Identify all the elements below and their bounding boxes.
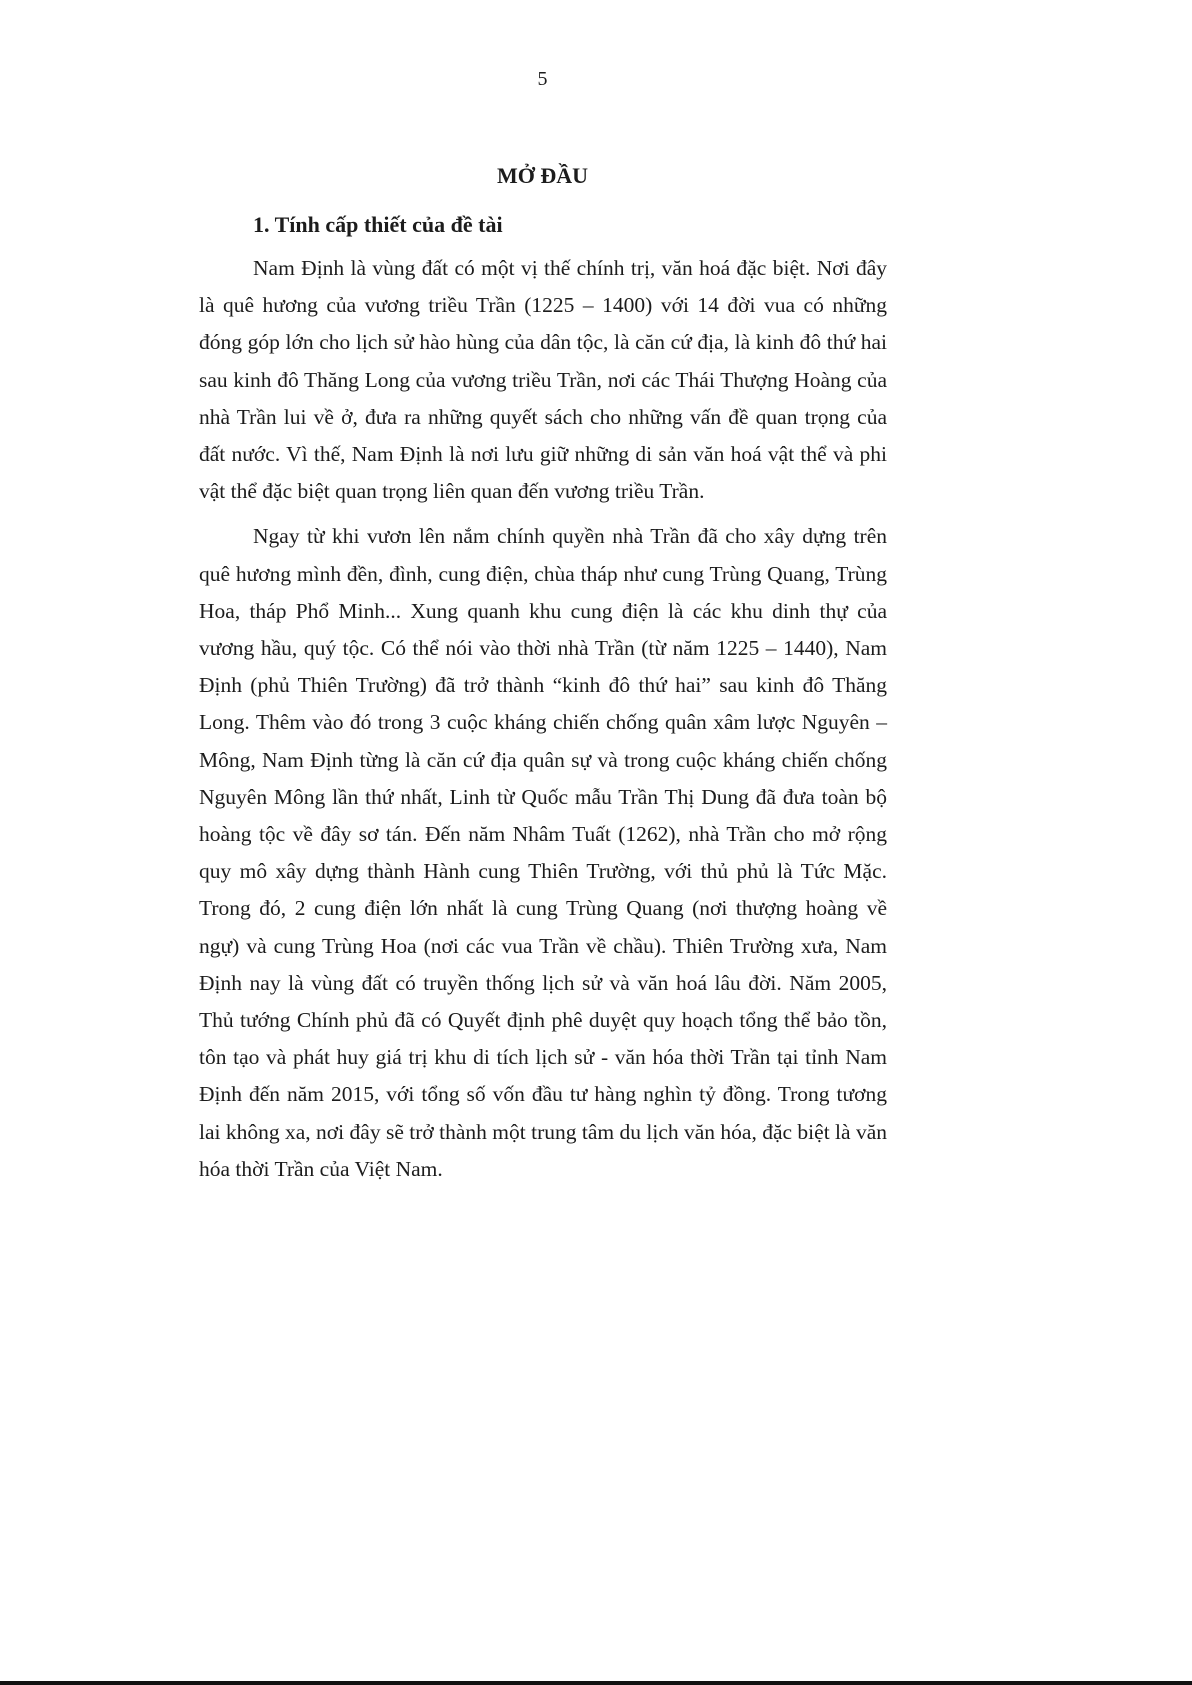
body-text [199,250,887,1188]
page-number: 5 [537,68,548,90]
paragraph-1: Nam Định là vùng đất có một vị thế chính trị, văn hoá đặc biệt. Nơi đây là quê hương của vương triều Trần (1225 – 1400) với 14 đời vua có những đóng góp lớn cho lịch sử hào hùng của dân tộc, là căn cứ địa, là kinh đô thứ hai sau kinh đô Thăng Long của vương triều Trần, nơi các Thái Thượng Hoàng của nhà Trần lui về ở, đưa ra những quyết sách cho những vấn đề quan trọng của đất nước. Vì thế, Nam Định là nơi lưu giữ những di sản văn hoá vật thể và phi vật thể đặc biệt quan trọng liên quan đến vương triều Trần. [199,256,887,504]
section-heading: 1. Tính cấp thiết của đề tài [253,212,503,237]
paragraph-2: Ngay từ khi vươn lên nắm chính quyền nhà Trần đã cho xây dựng trên quê hương mình đền, đình, cung điện, chùa tháp như cung Trùng Quang, Trùng Hoa, tháp Phổ Minh... Xung quanh khu cung điện là các khu dinh thự của vương hầu, quý tộc. Có thể nói vào thời nhà Trần (từ năm 1225 – 1440), Nam Định (phủ Thiên Trường) đã trở thành “kinh đô thứ hai” sau kinh đô Thăng Long. Thêm vào đó trong 3 cuộc kháng chiến chống quân xâm lược Nguyên – Mông, Nam Định từng là căn cứ địa quân sự và trong cuộc kháng chiến chống Nguyên Mông lần thứ nhất, Linh từ Quốc mẫu Trần Thị Dung đã đưa toàn bộ hoàng tộc về đây sơ tán. Đến năm Nhâm Tuất (1262), nhà Trần cho mở rộng quy mô xây dựng thành Hành cung Thiên Trường, với thủ phủ là Tức Mặc. Trong đó, 2 cung điện lớn nhất là cung Trùng Quang (nơi thượng hoàng về ngự) và cung Trùng Hoa (nơi các vua Trần về chầu). Thiên Trường xưa, Nam Định nay là vùng đất có truyền thống lịch sử và văn hoá lâu đời. Năm 2005, Thủ tướng Chính phủ đã có Quyết định phê duyệt quy hoạch tổng thể bảo tồn, tôn tạo và phát huy giá trị khu di tích lịch sử - văn hóa thời Trần tại tỉnh Nam Định đến năm 2015, với tổng số vốn đầu tư hàng nghìn tỷ đồng. Trong tương lai không xa, nơi đây sẽ trở thành một trung tâm du lịch văn hóa, đặc biệt là văn hóa thời Trần của Việt Nam. [199,524,887,1181]
chapter-title: MỞ ĐẦU [496,163,589,188]
bottom-edge-rule [0,1681,1192,1685]
